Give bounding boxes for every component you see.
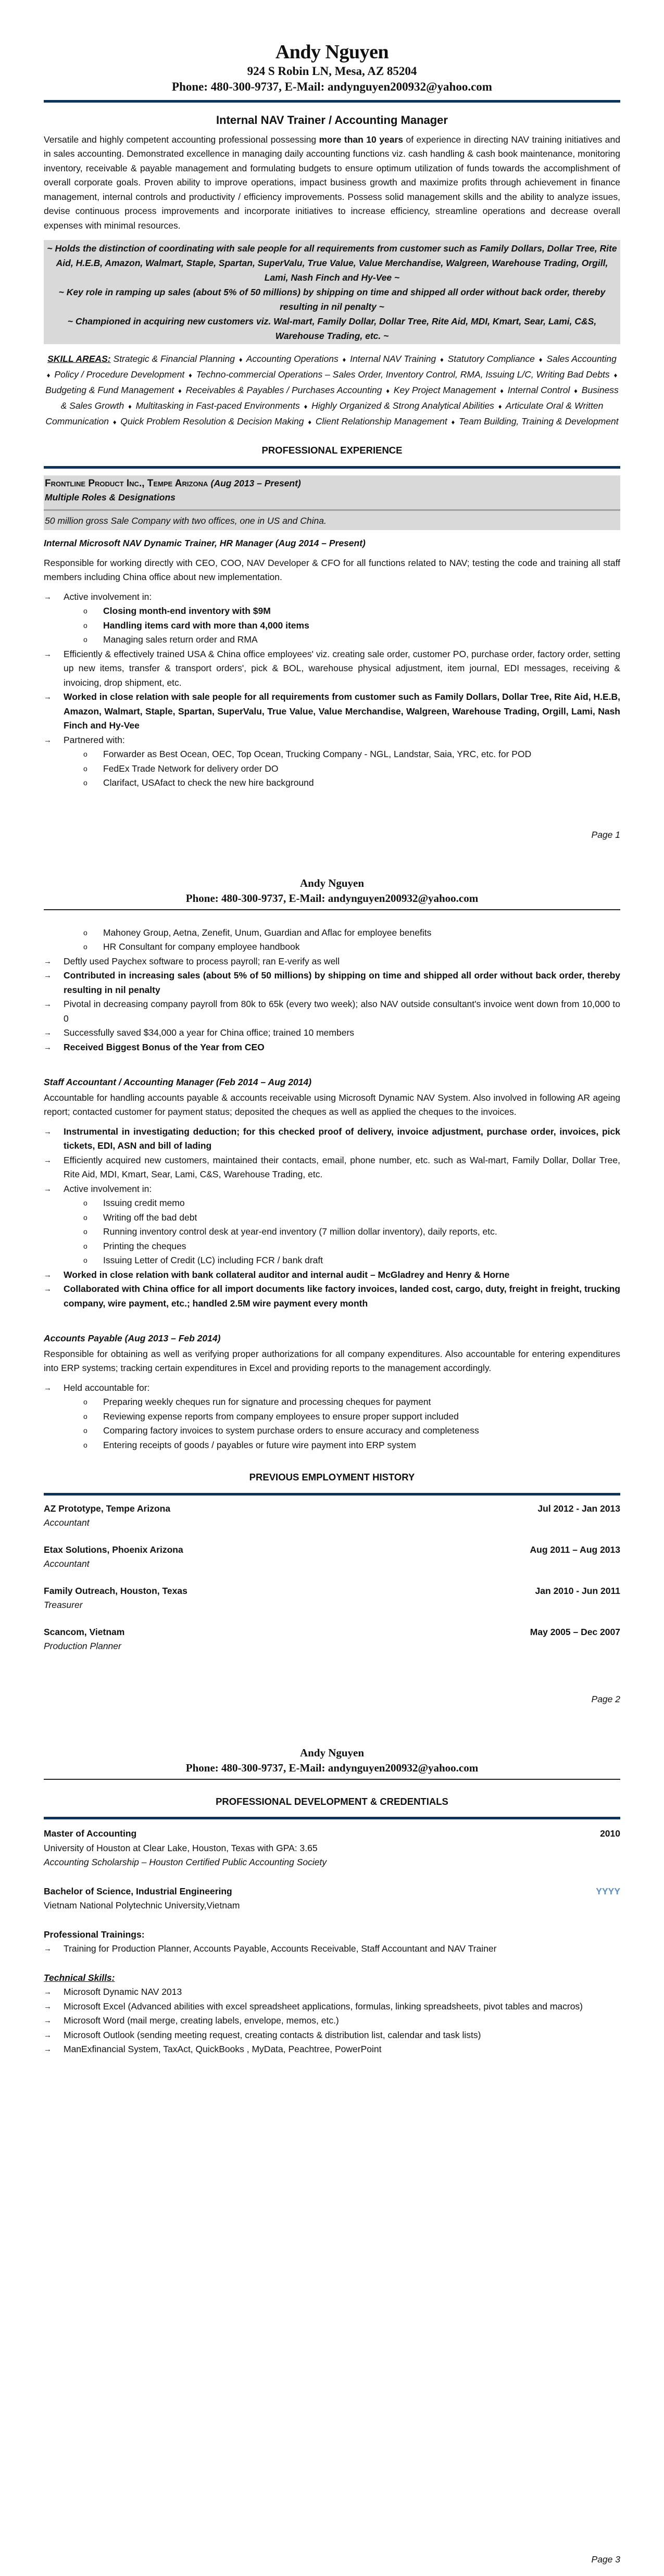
technical-skills-heading: Technical Skills:: [44, 1972, 115, 1983]
employment-title: Accountant: [44, 1559, 90, 1569]
diamond-bullet-icon: ♦: [46, 371, 51, 379]
highlight-item: ~ Key role in ramping up sales (about 5% of 50 millions) by shipping on time and shipped all order without back order, thereby resulting in nil penalty ~: [58, 287, 606, 312]
degree-name: Bachelor of Science, Industrial Engineering: [44, 1886, 232, 1896]
candidate-contact: Phone: 480-300-9737, E-Mail: andynguyen200932@yahoo.com: [185, 1762, 479, 1774]
circle-bullet-icon: o: [83, 621, 87, 630]
sub-bullet-item: [83, 776, 620, 790]
degree-school: Vietnam National Polytechnic University,Vietnam: [44, 1900, 240, 1911]
trainings-list: [44, 1942, 620, 1956]
employment-entry: [44, 1502, 620, 1530]
circle-bullet-icon: o: [83, 607, 87, 615]
candidate-name: Andy Nguyen: [299, 1746, 365, 1759]
bullet-text: Held accountable for:: [64, 1382, 150, 1393]
circle-bullet-icon: o: [83, 1199, 87, 1207]
bullet-text: Mahoney Group, Aetna, Zenefit, Unum, Guardian and Aflac for employee benefits: [103, 927, 432, 938]
bullet-text: Forwarder as Best Ocean, OEC, Top Ocean, Trucking Company - NGL, Landstar, Saia, YRC, etc. for POD: [103, 749, 532, 759]
sub-bullet-item: [83, 1438, 620, 1453]
diamond-bullet-icon: ♦: [239, 356, 243, 363]
role-description: Accountable for handling accounts payable & accounts receivable using Microsoft Dynamic NAV System. Also involved in following AR ageing report; contacted customer for payment status; deposited the cheques as well as applied the cheques to the invoices.: [44, 1092, 620, 1117]
degree-entry: [44, 1827, 620, 1870]
circle-bullet-icon: o: [83, 1398, 87, 1406]
circle-bullet-icon: o: [83, 1213, 87, 1222]
bullet-text: ManExfinancial System, TaxAct, QuickBooks , MyData, Peachtree, PowerPoint: [64, 2044, 382, 2054]
skill-item: Highly Organized & Strong Analytical Abilities: [311, 400, 494, 411]
employment-title: Production Planner: [44, 1641, 121, 1651]
candidate-name: Andy Nguyen: [275, 41, 389, 63]
sub-bullet-item: [83, 1410, 620, 1424]
bullet-item: [44, 1942, 620, 1956]
employer-name: Scancom, Vietnam: [44, 1626, 125, 1637]
bullet-item: [44, 733, 620, 790]
trainings-heading: Professional Trainings:: [44, 1929, 145, 1940]
running-header: [44, 1745, 620, 1776]
bullet-item: [44, 969, 620, 997]
skill-item: Sales Accounting: [546, 354, 617, 364]
role-bullets: [44, 590, 620, 790]
arrow-bullet-icon: →: [44, 1285, 52, 1293]
role-description: Responsible for obtaining as well as verifying proper authorizations for all company expenditures. Also accountable for entering expenditures into ERP systems; tracking certain expenditures in Excel and providing reports to the management accordingly.: [44, 1348, 620, 1373]
bullet-text: Printing the cheques: [103, 1240, 186, 1251]
circle-bullet-icon: o: [83, 1256, 87, 1264]
degree-row: [44, 1827, 620, 1841]
diamond-bullet-icon: ♦: [538, 356, 543, 363]
section-divider: [44, 466, 620, 469]
section-heading-experience: PROFESSIONAL EXPERIENCE: [261, 445, 403, 456]
sub-bullet-list: [64, 747, 620, 790]
bullet-item: [44, 2000, 620, 2014]
bullet-text: Issuing credit memo: [103, 1198, 185, 1208]
arrow-bullet-icon: →: [44, 2002, 52, 2011]
sub-bullet-item: [83, 1253, 620, 1268]
arrow-bullet-icon: →: [44, 1184, 52, 1193]
employment-entry: [44, 1543, 620, 1572]
section-divider: [44, 1817, 620, 1819]
diamond-bullet-icon: ♦: [386, 387, 390, 395]
company-dates: (Aug 2013 – Present): [210, 477, 301, 488]
diamond-bullet-icon: ♦: [112, 418, 117, 426]
arrow-bullet-icon: →: [44, 1988, 52, 1996]
bullet-text: Entering receipts of goods / payables or future wire payment into ERP system: [103, 1439, 416, 1450]
employer-name: Etax Solutions, Phoenix Arizona: [44, 1544, 183, 1555]
sub-bullet-item: [83, 1196, 620, 1211]
employment-row: [44, 1543, 620, 1557]
employment-dates: Jul 2012 - Jan 2013: [537, 1503, 620, 1514]
highlight-item: ~ Championed in acquiring new customers viz. Wal-mart, Family Dollar, Dollar Tree, Rite Aid, MDI, Kmart, Sear, Lami, C&S, Warehouse Trading, etc. ~: [67, 316, 597, 341]
sub-bullet-item: [83, 619, 620, 633]
arrow-bullet-icon: →: [44, 649, 52, 659]
sub-bullet-item: [83, 940, 620, 954]
sub-bullet-item: [83, 1395, 620, 1410]
sub-bullet-item: [83, 604, 620, 619]
bullet-item: [44, 590, 620, 647]
degree-year: 2010: [600, 1828, 620, 1839]
circle-bullet-icon: o: [83, 1227, 87, 1236]
skill-areas-label: SKILL AREAS:: [47, 354, 111, 364]
diamond-bullet-icon: ♦: [613, 371, 618, 379]
arrow-bullet-icon: →: [44, 1000, 52, 1009]
diamond-bullet-icon: ♦: [128, 403, 132, 410]
bullet-text: Collaborated with China office for all import documents like factory invoices, landed cost, cargo, duty, freight in freight, trucking company, wire payment, etc.; handled 2.5M wire payment every month: [64, 1284, 620, 1309]
skill-item: Techno-commercial Operations – Sales Order, Inventory Control, RMA, Issuing L/C, Writing Bad Debts: [196, 369, 610, 380]
bullet-text: Active involvement in:: [64, 1183, 152, 1194]
degree-school: University of Houston at Clear Lake, Houston, Texas with GPA: 3.65: [44, 1842, 318, 1853]
header-divider: [44, 909, 620, 910]
degree-entry: [44, 1884, 620, 1913]
page-number: Page 1: [591, 830, 620, 840]
bullet-text: Preparing weekly cheques run for signature and processing cheques for payment: [103, 1397, 431, 1407]
skill-item: Team Building, Training & Development: [459, 416, 619, 426]
role-title: Staff Accountant / Accounting Manager (Feb 2014 – Aug 2014): [44, 1077, 312, 1087]
bullet-text: Managing sales return order and RMA: [103, 634, 258, 645]
bullet-text: Worked in close relation with sale people for all requirements from customer such as Family Dollars, Dollar Tree, Rite Aid, H.E.B, Amazon, Walmart, Staple, Spartan, SuperValu, True Value, Value Merchandise, Walgreen, Warehouse Trading, Orgill, Lami, Nash Finch and Hy-Vee: [64, 692, 620, 731]
bullet-text: Partnered with:: [64, 734, 125, 745]
role-title: Accounts Payable (Aug 2013 – Feb 2014): [44, 1333, 221, 1343]
resume-page-3: [0, 1718, 664, 2576]
candidate-name: Andy Nguyen: [299, 877, 365, 889]
arrow-bullet-icon: →: [44, 693, 52, 701]
arrow-bullet-icon: →: [44, 735, 52, 745]
role-bullets: [44, 1381, 620, 1453]
skill-item: Policy / Procedure Development: [54, 369, 185, 380]
bullet-text: Active involvement in:: [64, 591, 152, 602]
bullet-text: Received Biggest Bonus of the Year from CEO: [64, 1041, 265, 1052]
employment-title: Accountant: [44, 1517, 90, 1528]
skill-item: Strategic & Financial Planning: [113, 354, 235, 364]
arrow-bullet-icon: →: [44, 1155, 52, 1165]
skill-item: Statutory Compliance: [447, 354, 535, 364]
diamond-bullet-icon: ♦: [178, 387, 182, 395]
skill-item: Business & Sales Growth: [60, 385, 619, 411]
skill-item: Internal NAV Training: [350, 354, 436, 364]
bullet-text: Efficiently acquired new customers, maintained their contacts, email, phone number, etc. such as Wal-mart, Family Dollar, Dollar Tree, Rite Aid, MDI, Kmart, Sear, Lami, C&S, Warehouse Trading, etc.: [64, 1154, 620, 1179]
degree-year: YYYY: [596, 1886, 620, 1896]
role-title: Internal Microsoft NAV Dynamic Trainer, HR Manager (Aug 2014 – Present): [44, 538, 366, 548]
diamond-bullet-icon: ♦: [500, 387, 504, 395]
bullet-text: Microsoft Word (mail merge, creating labels, envelope, memos, etc.): [64, 2015, 339, 2026]
sub-bullet-item: [83, 1225, 620, 1239]
arrow-bullet-icon: →: [44, 971, 52, 980]
sub-bullet-item: [83, 926, 620, 940]
bullet-text: Training for Production Planner, Accounts Payable, Accounts Receivable, Staff Accountant and NAV Trainer: [64, 1943, 497, 1954]
sub-bullet-item: [83, 633, 620, 647]
page-number: Page 3: [591, 2554, 620, 2565]
sub-bullet-item: [83, 1239, 620, 1254]
arrow-bullet-icon: →: [44, 2016, 52, 2025]
bullet-item: [44, 2042, 620, 2057]
skill-item: Quick Problem Resolution & Decision Making: [120, 416, 304, 426]
employment-row: [44, 1584, 620, 1599]
skill-item: Internal Control: [507, 385, 570, 395]
employer-name: Family Outreach, Houston, Texas: [44, 1585, 187, 1596]
diamond-bullet-icon: ♦: [308, 418, 311, 426]
bullet-text: FedEx Trade Network for delivery order DO: [103, 763, 279, 774]
professional-summary: [44, 133, 620, 233]
bullet-item: [44, 1381, 620, 1453]
circle-bullet-icon: o: [83, 1412, 87, 1421]
section-heading-previous-employment: PREVIOUS EMPLOYMENT HISTORY: [249, 1472, 415, 1482]
company-description: 50 million gross Sale Company with two offices, one in US and China.: [45, 515, 327, 526]
header-divider: [44, 1779, 620, 1780]
section-heading-education: PROFESSIONAL DEVELOPMENT & CREDENTIALS: [216, 1795, 448, 1807]
summary-highlight: more than 10 years: [319, 134, 403, 145]
bullet-text: Worked in close relation with bank collateral auditor and internal audit – McGladrey and Henry & Horne: [64, 1269, 510, 1280]
role-description: Responsible for working directly with CEO, COO, NAV Developer & CFO for all functions related to NAV; testing the code and training all staff members including China office about new implementation.: [44, 557, 620, 582]
bullet-item: [44, 2028, 620, 2043]
section-divider: [44, 1493, 620, 1496]
arrow-bullet-icon: →: [44, 1127, 52, 1136]
arrow-bullet-icon: →: [44, 592, 52, 601]
skill-item: Receivables & Payables / Purchases Accounting: [185, 385, 382, 395]
bullet-text: Closing month-end inventory with $9M: [103, 606, 271, 616]
employment-dates: Aug 2011 – Aug 2013: [530, 1544, 620, 1555]
circle-bullet-icon: o: [83, 1241, 87, 1250]
bullet-text: Microsoft Excel (Advanced abilities with excel spreadsheet applications, formulas, linking spreadsheets, pivot tables and macros): [64, 2001, 583, 2012]
technical-skills-list: [44, 1985, 620, 2057]
running-header: [44, 876, 620, 906]
employer-name: AZ Prototype, Tempe Arizona: [44, 1503, 171, 1514]
resume-header: [44, 41, 620, 95]
bullet-text: Contributed in increasing sales (about 5% of 50 millions) by shipping on time and shipped all order without back order, thereby resulting in nil penalty: [64, 970, 620, 995]
bullet-text: Microsoft Dynamic NAV 2013: [64, 1987, 182, 1997]
circle-bullet-icon: o: [83, 635, 87, 644]
bullet-text: Running inventory control desk at year-end inventory (7 million dollar inventory), daily reports, etc.: [103, 1226, 497, 1237]
employment-row: [44, 1502, 620, 1516]
company-name-line: [45, 476, 619, 491]
sub-bullet-item: [83, 1211, 620, 1225]
skill-areas: [44, 351, 620, 430]
candidate-contact: Phone: 480-300-9737, E-Mail: andynguyen200932@yahoo.com: [172, 80, 492, 93]
bullet-item: [44, 1153, 620, 1182]
bullet-item: [44, 954, 620, 969]
employment-entry: [44, 1584, 620, 1613]
role-bullets: [44, 1125, 620, 1311]
bullet-text: Reviewing expense reports from company employees to ensure proper support included: [103, 1411, 459, 1422]
bullet-item: [44, 997, 620, 1026]
skill-item: Accounting Operations: [246, 354, 339, 364]
summary-text-start: Versatile and highly competent accounting professional possessing: [44, 134, 319, 145]
arrow-bullet-icon: →: [44, 957, 52, 966]
circle-bullet-icon: o: [83, 1426, 87, 1435]
bullet-text: Microsoft Outlook (sending meeting request, creating contacts & distribution list, calendar and task lists): [64, 2029, 481, 2040]
skill-item: Key Project Management: [393, 385, 496, 395]
company-subtitle: Multiple Roles & Designations: [45, 492, 176, 502]
sub-bullet-item: [83, 762, 620, 776]
header-divider: [44, 100, 620, 103]
degree-row: [44, 1884, 620, 1899]
continued-sub-bullets: [44, 926, 620, 954]
employment-entry: [44, 1625, 620, 1654]
page-number: Page 2: [591, 1694, 620, 1704]
sub-bullet-item: [83, 747, 620, 762]
bullet-item: [44, 1182, 620, 1268]
bullet-item: [44, 1268, 620, 1283]
resume-title: Internal NAV Trainer / Accounting Manager: [216, 114, 448, 127]
sub-bullet-list: [64, 1196, 620, 1268]
arrow-bullet-icon: →: [44, 1270, 52, 1279]
arrow-bullet-icon: →: [44, 1383, 52, 1392]
diamond-bullet-icon: ♦: [304, 403, 308, 410]
diamond-bullet-icon: ♦: [451, 418, 455, 426]
bullet-text: Successfully saved $34,000 a year for China office; trained 10 members: [64, 1027, 355, 1038]
circle-bullet-icon: o: [83, 778, 87, 787]
bullet-text: Deftly used Paychex software to process payroll; ran E-verify as well: [64, 956, 340, 966]
bullet-text: Comparing factory invoices to system purchase orders to ensure accuracy and completeness: [103, 1425, 479, 1436]
bullet-item: [44, 647, 620, 690]
bullet-item: [44, 1040, 620, 1055]
previous-employment-list: [44, 1502, 620, 1654]
bullet-text: Issuing Letter of Credit (LC) including FCR / bank draft: [103, 1255, 323, 1265]
role-bullets: [44, 954, 620, 1055]
bullet-item: [44, 1282, 620, 1311]
bullet-text: Instrumental in investigating deduction; for this checked proof of delivery, invoice adjustment, purchase order, invoices, pick tickets, EDI, ASN and bill of lading: [64, 1126, 620, 1151]
summary-text-end: of experience in directing NAV training initiatives and in sales accounting. Demonstrated excellence in managing daily accounting functions viz. cash handling & cash book maintenance, monitoring inventory, receivable & payable management and formulating budgets to ensure optimum utilization of funds towards the accomplishment of overall corporate goals. Proven ability to improve operations, impact business growth and maximize profits through achievement in finance management, internal controls and productivity / efficiency improvements. Possess solid management skills and the ability to analyze issues, devise continuous process improvements and incorporate initiatives to increase efficiency, streamline operations and decrease overall expenses with minimal resources.: [44, 134, 620, 231]
employment-dates: May 2005 – Dec 2007: [530, 1626, 620, 1637]
circle-bullet-icon: o: [83, 928, 87, 937]
bullet-text: Writing off the bad debt: [103, 1212, 197, 1223]
diamond-bullet-icon: ♦: [440, 356, 444, 363]
degree-list: [44, 1827, 620, 1913]
circle-bullet-icon: o: [83, 1440, 87, 1449]
diamond-bullet-icon: ♦: [189, 371, 192, 379]
highlights-box: [44, 240, 620, 344]
sub-bullet-item: [83, 1424, 620, 1438]
employment-row: [44, 1625, 620, 1640]
arrow-bullet-icon: →: [44, 2045, 52, 2054]
skill-item: Multitasking in Fast-paced Environments: [135, 400, 300, 411]
diamond-bullet-icon: ♦: [342, 356, 346, 363]
circle-bullet-icon: o: [83, 750, 87, 758]
highlight-item: ~ Holds the distinction of coordinating with sale people for all requirements from customer such as Family Dollars, Dollar Tree, Rite Aid, H.E.B, Amazon, Walmart, Staple, Spartan, SuperValu, True Value, Value Merchandise, Walgreen, Warehouse Trading, Orgill, Lami, Nash Finch and Hy-Vee ~: [47, 243, 617, 283]
skill-item: Client Relationship Management: [315, 416, 447, 426]
degree-note: Accounting Scholarship – Houston Certified Public Accounting Society: [44, 1857, 327, 1867]
resume-page-1: [0, 0, 664, 859]
sub-bullet-list: [64, 604, 620, 647]
candidate-contact: Phone: 480-300-9737, E-Mail: andynguyen200932@yahoo.com: [185, 892, 479, 904]
bullet-text: Pivotal in decreasing company payroll from 80k to 65k (every two week); also NAV outside consultant's invoice went down from 10,000 to 0: [64, 999, 620, 1024]
company-name: Frontline Product Inc., Tempe Arizona: [45, 477, 208, 489]
bullet-item: [44, 1026, 620, 1040]
skill-item: Budgeting & Fund Management: [45, 385, 174, 395]
bullet-item: [44, 690, 620, 733]
skill-item: Articulate Oral & Written Communication: [45, 400, 604, 426]
candidate-address: 924 S Robin LN, Mesa, AZ 85204: [247, 65, 417, 78]
resume-page-2: [0, 859, 664, 1718]
circle-bullet-icon: o: [83, 943, 87, 951]
bullet-item: [44, 1985, 620, 2000]
sub-bullet-list: [64, 1395, 620, 1452]
degree-name: Master of Accounting: [44, 1828, 137, 1839]
diamond-bullet-icon: ♦: [498, 403, 502, 410]
bullet-text: Efficiently & effectively trained USA & China office employees' viz. creating sale order, customer PO, purchase order, factory order, setting up new items, transfer & transport orders', pick & BOL, warehouse physical adjustment, item journal, EDI messages, receiving & invoicing, drop shipment, etc.: [64, 648, 620, 688]
company-divider: [44, 509, 620, 511]
diamond-bullet-icon: ♦: [574, 387, 578, 395]
bullet-item: [44, 2014, 620, 2028]
arrow-bullet-icon: →: [44, 1042, 52, 1052]
arrow-bullet-icon: →: [44, 1028, 52, 1037]
bullet-text: Handling items card with more than 4,000 items: [103, 620, 309, 631]
employment-dates: Jan 2010 - Jun 2011: [535, 1585, 620, 1596]
circle-bullet-icon: o: [83, 764, 87, 773]
bullet-text: Clarifact, USAfact to check the new hire background: [103, 777, 314, 788]
company-header: [44, 475, 620, 531]
arrow-bullet-icon: →: [44, 2030, 52, 2040]
employment-title: Treasurer: [44, 1600, 83, 1610]
arrow-bullet-icon: →: [44, 1944, 52, 1953]
bullet-text: HR Consultant for company employee handbook: [103, 941, 300, 952]
bullet-item: [44, 1125, 620, 1153]
